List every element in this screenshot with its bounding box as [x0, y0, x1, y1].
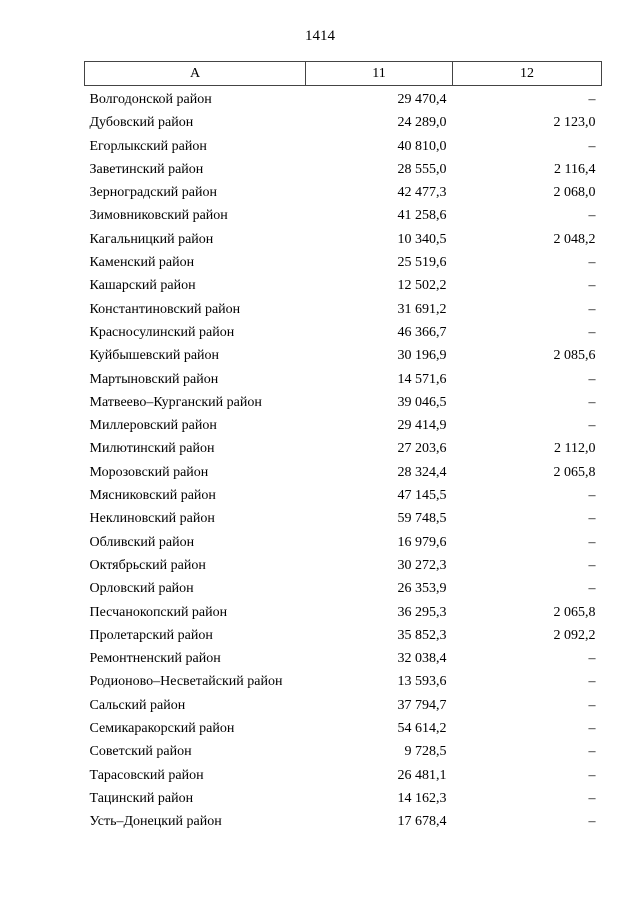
- district-name: Волгодонской район: [89, 92, 212, 107]
- table-row: [85, 251, 602, 274]
- table-row: [85, 437, 602, 460]
- value-col-11: 29 470,4: [397, 92, 447, 107]
- value-col-12: –: [588, 674, 596, 690]
- district-name: Каменский район: [89, 255, 195, 271]
- district-name: Октябрьский район: [89, 557, 206, 573]
- value-col-11: 25 519,6: [397, 255, 447, 271]
- district-name: Ремонтненский район: [89, 651, 221, 667]
- value-col-12: –: [588, 255, 596, 271]
- value-col-12: 2 092,2: [553, 627, 596, 643]
- table-row: [85, 694, 602, 717]
- value-col-12: –: [588, 651, 596, 667]
- value-col-11: 28 555,0: [397, 161, 447, 177]
- table-body: [85, 86, 602, 834]
- value-col-11: 35 852,3: [397, 627, 447, 643]
- page-number: 1414: [305, 28, 335, 44]
- table-row: [85, 601, 602, 624]
- value-col-11: 26 481,1: [397, 767, 447, 783]
- district-name: Сальский район: [89, 697, 186, 713]
- district-name: Зерноградский район: [89, 185, 217, 201]
- value-col-11: 30 196,9: [397, 348, 447, 364]
- district-name: Дубовский район: [89, 115, 194, 131]
- district-name: Милютинский район: [89, 441, 215, 457]
- table-row: [85, 344, 602, 367]
- table-row: [85, 577, 602, 600]
- data-table: [84, 61, 602, 834]
- table-row: [85, 647, 602, 670]
- district-name: Обливский район: [89, 534, 195, 550]
- table-row: [85, 554, 602, 577]
- table-row: [85, 298, 602, 321]
- district-name: Матвеево–Курганский район: [89, 394, 262, 410]
- value-col-12: –: [588, 488, 596, 504]
- table-row: [85, 461, 602, 484]
- value-col-12: –: [588, 138, 596, 154]
- value-col-12: –: [588, 744, 596, 760]
- header-row: [85, 62, 602, 86]
- value-col-11: 59 748,5: [397, 511, 447, 527]
- value-col-11: 29 414,9: [397, 418, 447, 434]
- table-row: [85, 158, 602, 181]
- value-col-12: 2 048,2: [553, 231, 596, 247]
- header-col-a: А: [85, 62, 306, 86]
- table-row: [85, 321, 602, 344]
- value-col-11: 54 614,2: [397, 721, 447, 737]
- district-name: Кагальницкий район: [89, 231, 214, 247]
- value-col-12: –: [588, 557, 596, 573]
- value-col-11: 17 678,4: [397, 814, 447, 830]
- value-col-11: 31 691,2: [397, 301, 447, 317]
- table-row: [85, 204, 602, 227]
- table-row: [85, 181, 602, 204]
- district-name: Семикаракорский район: [89, 721, 235, 737]
- value-col-11: 14 162,3: [397, 790, 447, 806]
- value-col-11: 24 289,0: [397, 115, 447, 131]
- value-col-12: –: [588, 208, 596, 224]
- value-col-12: –: [588, 394, 596, 410]
- district-name: Орловский район: [89, 581, 194, 597]
- value-col-12: –: [588, 534, 596, 550]
- value-col-12: 2 123,0: [553, 115, 596, 131]
- value-col-11: 40 810,0: [397, 138, 447, 154]
- district-name: Усть–Донецкий район: [89, 814, 222, 830]
- table-row: [85, 507, 602, 530]
- value-col-11: 27 203,6: [397, 441, 447, 457]
- district-name: Егорлыкский район: [89, 138, 207, 154]
- value-col-11: 46 366,7: [397, 324, 447, 340]
- table-row: [85, 484, 602, 507]
- value-col-12: –: [588, 721, 596, 737]
- value-col-12: –: [588, 301, 596, 317]
- value-col-11: 12 502,2: [397, 278, 447, 294]
- table-row: [85, 810, 602, 833]
- value-col-12: –: [588, 697, 596, 713]
- value-col-12: –: [588, 278, 596, 294]
- district-name: Константиновский район: [89, 301, 241, 317]
- value-col-11: 47 145,5: [397, 488, 447, 504]
- district-name: Неклиновский район: [89, 511, 215, 527]
- value-col-12: –: [588, 418, 596, 434]
- table-row: [85, 787, 602, 810]
- value-col-11: 28 324,4: [397, 464, 447, 480]
- table-row: [85, 624, 602, 647]
- value-col-12: 2 068,0: [553, 185, 596, 201]
- value-col-12: –: [588, 581, 596, 597]
- district-name: Миллеровский район: [89, 418, 217, 434]
- district-name: Куйбышевский район: [89, 348, 220, 364]
- value-col-11: 16 979,6: [397, 534, 447, 550]
- district-name: Тарасовский район: [89, 767, 204, 783]
- district-name: Зимовниковский район: [89, 208, 228, 224]
- table-row: [85, 740, 602, 763]
- value-col-11: 36 295,3: [397, 604, 447, 620]
- district-name: Советский район: [89, 744, 192, 760]
- district-name: Заветинский район: [89, 161, 204, 177]
- value-col-11: 30 272,3: [397, 557, 447, 573]
- table-row: [85, 111, 602, 134]
- header-col-11: 11: [306, 62, 453, 86]
- value-col-11: 37 794,7: [397, 697, 447, 713]
- value-col-12: –: [588, 790, 596, 806]
- value-col-12: –: [588, 767, 596, 783]
- table-row: [85, 670, 602, 693]
- district-name: Красносулинский район: [89, 324, 235, 340]
- value-col-11: 13 593,6: [397, 674, 447, 690]
- value-col-11: 42 477,3: [397, 185, 447, 201]
- table-row: [85, 531, 602, 554]
- district-name: Песчанокопский район: [89, 604, 228, 620]
- district-name: Пролетарский район: [89, 627, 213, 643]
- district-name: Мясниковский район: [89, 488, 216, 504]
- value-col-12: –: [588, 814, 596, 830]
- table-row: [85, 135, 602, 158]
- value-col-11: 39 046,5: [397, 394, 447, 410]
- value-col-12: 2 085,6: [553, 348, 596, 364]
- value-col-11: 14 571,6: [397, 371, 447, 387]
- district-name: Мартыновский район: [89, 371, 219, 387]
- table-row: [85, 391, 602, 414]
- value-col-12: 2 065,8: [553, 604, 596, 620]
- value-col-11: 32 038,4: [397, 651, 447, 667]
- value-col-12: –: [588, 511, 596, 527]
- value-col-12: 2 116,4: [554, 161, 596, 177]
- value-col-12: 2 065,8: [553, 464, 596, 480]
- table-row: [85, 414, 602, 437]
- district-name: Кашарский район: [89, 278, 196, 294]
- table-row: [85, 368, 602, 391]
- table-row: [85, 764, 602, 787]
- value-col-11: 26 353,9: [397, 581, 447, 597]
- value-col-12: –: [588, 371, 596, 387]
- value-col-12: –: [588, 92, 596, 107]
- value-col-12: 2 112,0: [554, 441, 596, 457]
- value-col-11: 9 728,5: [404, 744, 447, 760]
- table-row: [85, 717, 602, 740]
- table-row: [85, 86, 602, 112]
- district-name: Родионово–Несветайский район: [89, 674, 283, 690]
- table-header: [85, 62, 602, 86]
- table-row: [85, 274, 602, 297]
- table-row: [85, 228, 602, 251]
- district-name: Тацинский район: [89, 790, 194, 806]
- district-name: Морозовский район: [89, 464, 209, 480]
- value-col-11: 10 340,5: [397, 231, 447, 247]
- header-col-12: 12: [453, 62, 602, 86]
- value-col-11: 41 258,6: [397, 208, 447, 224]
- value-col-12: –: [588, 324, 596, 340]
